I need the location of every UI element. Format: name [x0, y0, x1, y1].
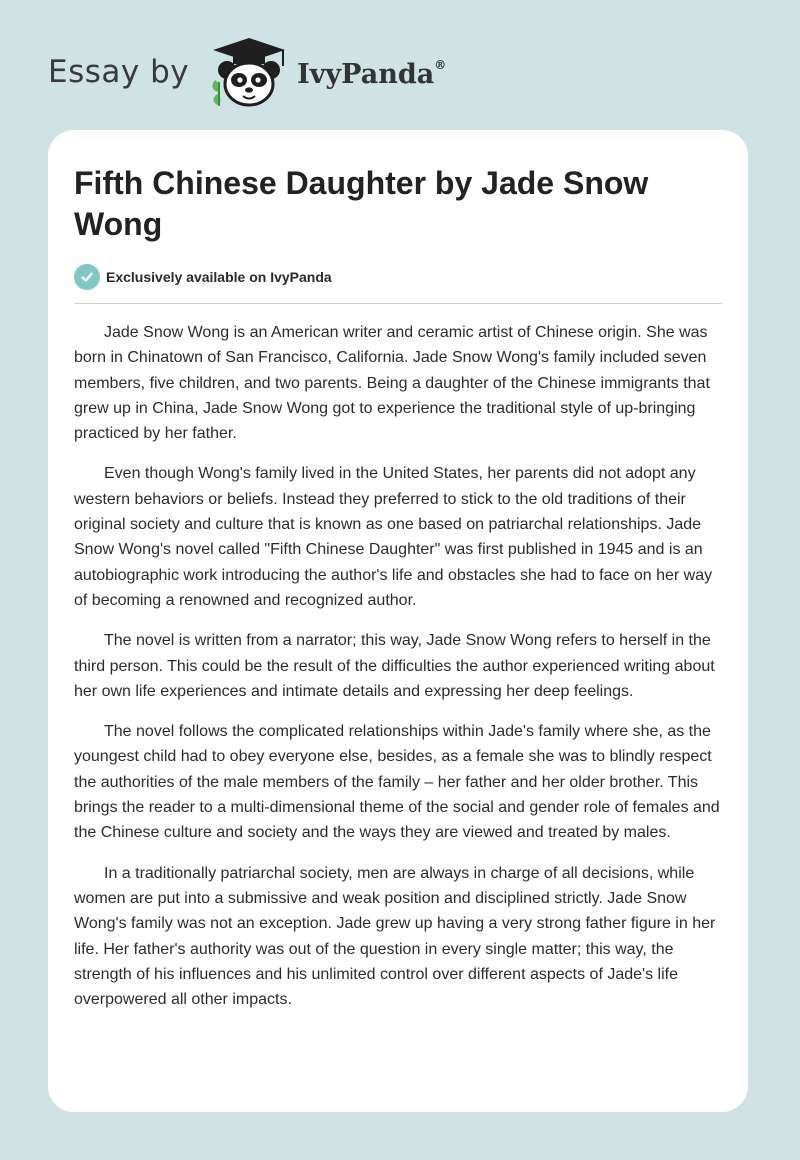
page-title: Fifth Chinese Daughter by Jade Snow Wong — [74, 165, 649, 242]
essay-body — [74, 320, 726, 1027]
exclusive-badge-label: Exclusively available on IvyPanda — [106, 269, 332, 285]
brand-text: IvyPanda — [297, 58, 435, 90]
paragraph: In a traditionally patriarchal society, men are always in charge of all decisions, while women are put into a submissive and weak position and disciplined strictly. Jade Snow Wong's family was not an exception. Jade grew up having a very strong father figure in her life. Her father's authority was out of the question in every single matter; this way, the strength of his influences and his unlimited control over different aspects of Jade's life overpowered all other impacts. — [74, 864, 716, 1009]
registered-mark: ® — [434, 57, 447, 72]
essay-by-label: Essay by — [48, 54, 190, 90]
essay-card — [48, 130, 748, 1112]
site-header — [48, 36, 748, 108]
paragraph: The novel follows the complicated relationships within Jade's family where she, as the youngest child had to obey everyone else, besides, as a female she was to blindly respect the authorities of the male members of the family – her father and her older brother. This brings the reader to a multi-dimensional theme of the social and gender role of females and the Chinese culture and society and the ways they are viewed and treated by males. — [74, 723, 720, 842]
paragraph: Even though Wong's family lived in the United States, her parents did not adopt any western behaviors or beliefs. Instead they preferred to stick to the old traditions of their original society and culture that is known as one based on patriarchal relationships. Jade Snow Wong's novel called "Fifth Chinese Daughter" was first published in 1945 and is an autobiographic work introducing the author's life and obstacles she had to face on her way of becoming a renowned and recognized author. — [74, 465, 713, 609]
paragraph: The novel is written from a narrator; this way, Jade Snow Wong refers to herself in the third person. This could be the result of the difficulties the author experienced writing about her own life experiences and intimate details and expressing her deep feelings. — [74, 632, 715, 700]
exclusive-badge — [74, 264, 332, 290]
paragraph: Jade Snow Wong is an American writer and ceramic artist of Chinese origin. She was born in Chinatown of San Francisco, California. Jade Snow Wong's family included seven members, five children, and two parents. Being a daughter of the Chinese immigrants that grew up in China, Jade Snow Wong got to experience the traditional style of up-bringing practiced by her father. — [74, 324, 710, 443]
brand-name[interactable] — [297, 59, 446, 90]
check-circle-icon — [74, 264, 100, 290]
divider — [74, 303, 722, 304]
panda-graduate-logo-icon[interactable] — [205, 36, 293, 108]
